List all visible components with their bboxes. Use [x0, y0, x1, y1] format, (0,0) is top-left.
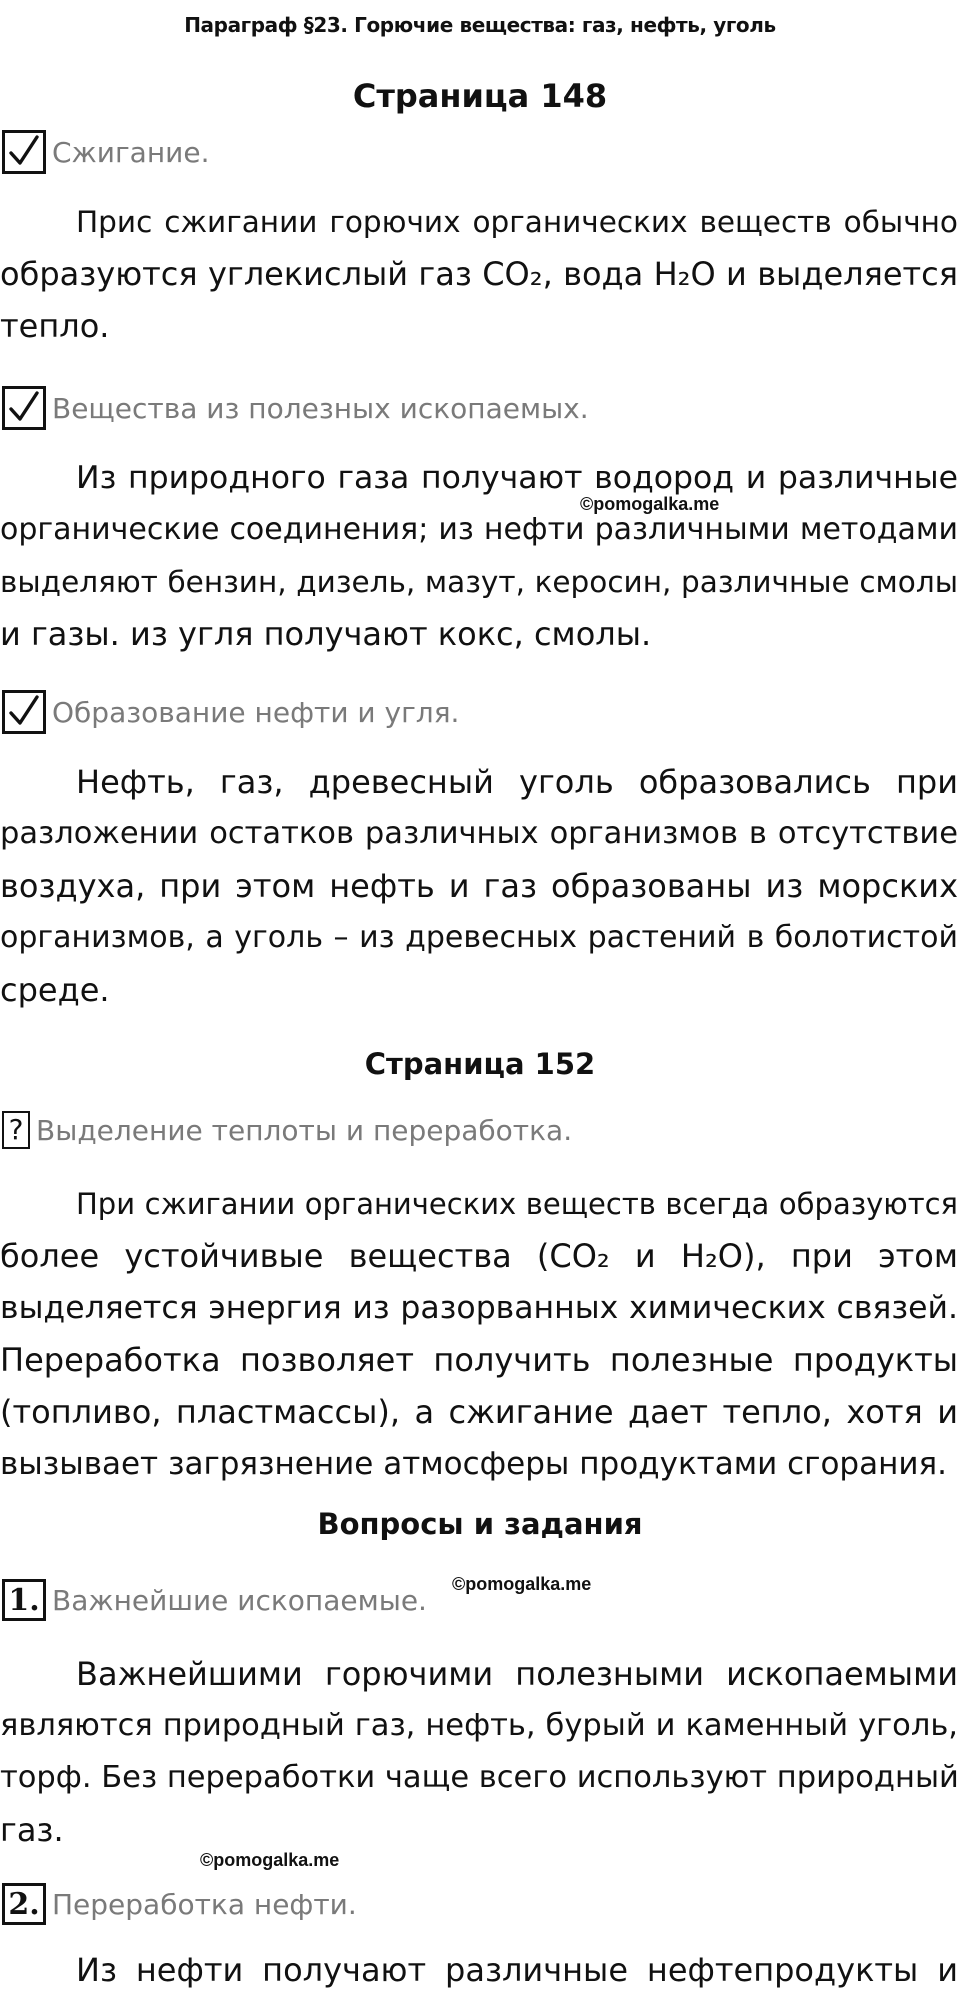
paragraph-line: воздуха, при этом нефть и газ образованы из морских — [0, 867, 958, 905]
question-number: 2. — [2, 1883, 46, 1925]
watermark: ©pomogalka.me — [200, 1850, 340, 1870]
item-substances-from-minerals — [2, 384, 589, 432]
paragraph-line: разложении остатков различных организмов в отсутствие — [0, 816, 958, 851]
item-burning — [2, 128, 209, 176]
answer-paragraph — [0, 1944, 958, 1996]
paragraph-line: Нефть, газ, древесный уголь образовались при — [76, 763, 958, 801]
item-label: Вещества из полезных ископаемых. — [52, 391, 589, 425]
watermark: ©pomogalka.me — [452, 1574, 592, 1594]
paragraph-line: тепло. — [0, 307, 110, 345]
paragraph-line: являются природный газ, нефть, бурый и каменный уголь, — [0, 1708, 958, 1743]
paragraph-line: газ. — [0, 1811, 64, 1849]
question-2 — [2, 1880, 357, 1928]
item-label: Выделение теплоты и переработка. — [36, 1113, 573, 1147]
item-label: Образование нефти и угля. — [52, 695, 460, 729]
paragraph-line: При сжигании органических веществ всегда образуются — [76, 1187, 958, 1221]
paragraph-line: органические соединения; из нефти различными методами — [0, 512, 958, 547]
paragraph-line: Из нефти получают различные нефтепродукты и — [76, 1951, 958, 1989]
paragraph-title: Параграф §23. Горючие вещества: газ, нефть, уголь — [184, 13, 776, 37]
question-1 — [2, 1576, 427, 1624]
paragraph-line: Из природного газа получают водород и различные — [76, 460, 958, 496]
answer-paragraph — [0, 756, 958, 1016]
answer-paragraph — [0, 1178, 958, 1490]
paragraph-line: (топливо, пластмассы), а сжигание дает тепло, хотя и — [0, 1393, 958, 1431]
paragraph-line: выделяют бензин, дизель, мазут, керосин, различные смолы — [0, 565, 958, 599]
item-heat-and-processing — [2, 1106, 572, 1154]
section-heading-page-152: Страница 152 — [364, 1047, 596, 1081]
checkbox-checked-icon — [2, 130, 46, 174]
item-label: Переработка нефти. — [52, 1887, 357, 1921]
paragraph-line: более устойчивые вещества (СО₂ и Н₂О), при этом — [0, 1237, 958, 1275]
item-formation-oil-coal — [2, 688, 459, 736]
paragraph-line: образуются углекислый газ СО₂, вода Н₂О и выделяется — [0, 255, 958, 293]
watermark: ©pomogalka.me — [580, 494, 720, 514]
answer-paragraph — [0, 452, 958, 660]
checkbox-checked-icon — [2, 690, 46, 734]
section-heading-questions: Вопросы и задания — [317, 1507, 643, 1541]
paragraph-line: Важнейшими горючими полезными ископаемыми — [76, 1655, 958, 1693]
paragraph-line: Прис сжигании горючих органических веществ обычно — [76, 205, 958, 239]
paragraph-line: и газы. из угля получают кокс, смолы. — [0, 615, 652, 653]
question-number: 1. — [2, 1579, 46, 1621]
question-mark-icon: ? — [2, 1111, 30, 1149]
answer-paragraph — [0, 1648, 958, 1856]
paragraph-line: выделяется энергия из разорванных химических связей. — [0, 1290, 958, 1326]
paragraph-line: Переработка позволяет получить полезные продукты — [0, 1341, 958, 1379]
paragraph-line: вызывает загрязнение атмосферы продуктами сгорания. — [0, 1446, 947, 1482]
section-heading-page-148: Страница 148 — [352, 77, 608, 115]
item-label: Сжигание. — [52, 135, 210, 169]
checkbox-checked-icon — [2, 386, 46, 430]
item-label: Важнейшие ископаемые. — [52, 1583, 427, 1617]
paragraph-line: торф. Без переработки чаще всего используют природный — [0, 1760, 959, 1795]
paragraph-line: среде. — [0, 971, 110, 1009]
answer-paragraph — [0, 196, 958, 352]
paragraph-line: организмов, а уголь – из древесных растений в болотистой — [0, 920, 958, 955]
